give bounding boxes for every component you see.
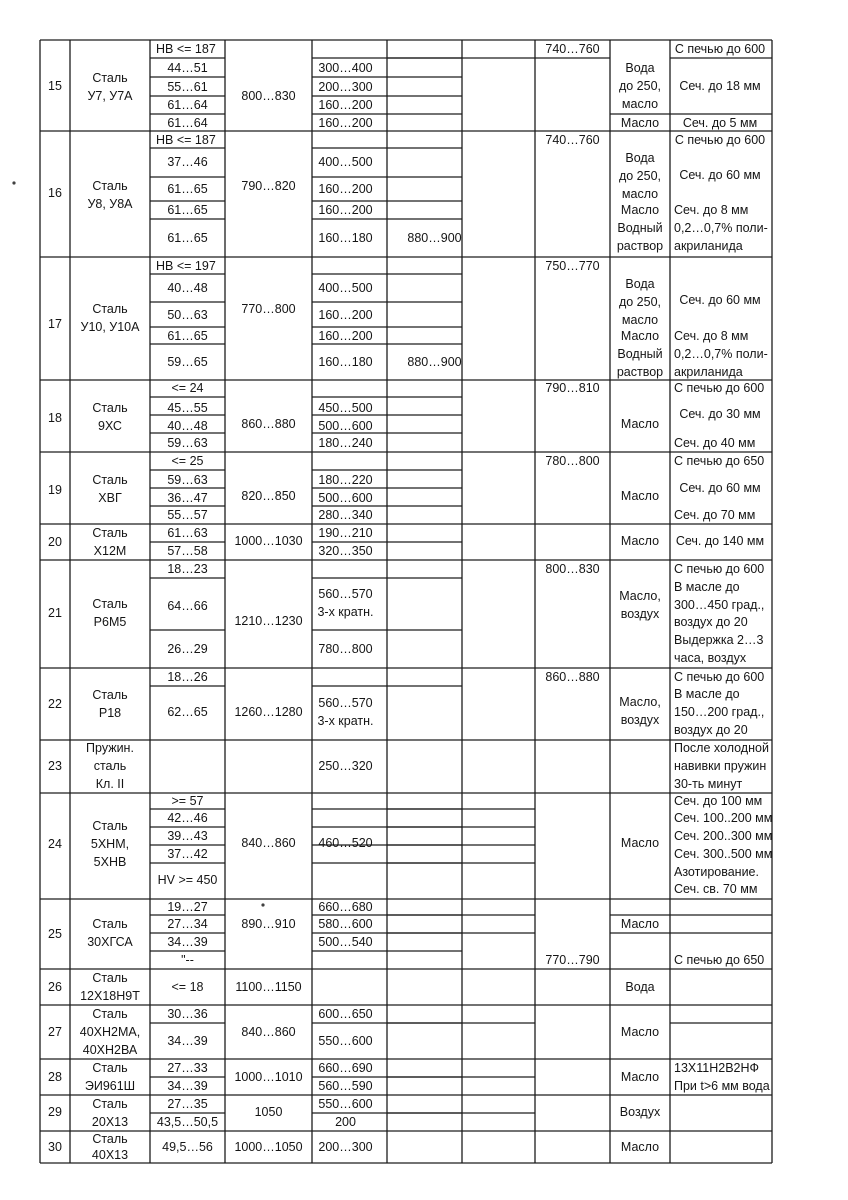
hardness-value: 61…65 [167, 329, 208, 343]
cooling-medium: Водный [617, 221, 663, 235]
cooling-medium: Масло [620, 417, 660, 431]
note-text: С печью до 600 [674, 381, 765, 395]
hardness-value: 62…65 [167, 705, 208, 719]
temp-value: 880…900 [407, 231, 462, 245]
temper-temp: 400…500 [318, 155, 373, 169]
material-name: Кл. II [95, 777, 125, 791]
note-text: В масле до [674, 580, 740, 594]
cooling-medium: воздух [620, 713, 660, 727]
hardness-value: 55…57 [167, 508, 208, 522]
hardness-value: 37…46 [167, 155, 208, 169]
hardness-value: <= 18 [171, 980, 204, 994]
quench-temp: 1050 [254, 1105, 283, 1119]
temper-temp: 200…300 [318, 1140, 373, 1154]
row-number: 16 [48, 186, 62, 200]
note-text: С печью до 600 [674, 133, 766, 147]
quench-temp: 840…860 [241, 836, 296, 850]
row-number: 29 [48, 1105, 62, 1119]
material-name: Сталь [92, 971, 128, 985]
hardness-value: <= 25 [171, 454, 204, 468]
hardness-value: "-- [181, 953, 194, 967]
note-text: навивки пружин [674, 759, 767, 773]
note-text: Сеч. 300..500 мм [674, 847, 773, 861]
material-name: 5ХНМ, [90, 837, 130, 851]
note-text: часа, воздух [674, 651, 747, 665]
row-number: 21 [48, 606, 62, 620]
temper-temp: 660…690 [318, 1061, 373, 1075]
hardness-value: 45…55 [167, 401, 208, 415]
temper-temp: 200 [335, 1115, 356, 1129]
row-number: 28 [48, 1070, 62, 1084]
hardness-value: 30…36 [167, 1007, 208, 1021]
hardness-value: HB <= 197 [156, 259, 216, 273]
hardness-value: 59…65 [167, 355, 208, 369]
hardness-value: 61…65 [167, 182, 208, 196]
cooling-medium: Водный [617, 347, 663, 361]
hardness-value: 27…33 [167, 1061, 208, 1075]
material-name: Сталь [92, 473, 128, 487]
hardness-value: 42…46 [167, 811, 208, 825]
hardness-value: <= 24 [171, 381, 204, 395]
row-number: 22 [48, 697, 62, 711]
note-text: Сеч. св. 70 мм [674, 882, 758, 896]
material-name: Р18 [98, 706, 122, 720]
material-name: 30ХГСА [87, 935, 133, 949]
hardness-value: 55…61 [167, 80, 208, 94]
note-text: Сеч. до 5 мм [682, 116, 758, 130]
temper-temp: 550…600 [318, 1097, 373, 1111]
cooling-medium: масло [621, 97, 659, 111]
note-text: После холодной [674, 741, 769, 755]
anneal-temp: 740…760 [545, 42, 600, 56]
hardness-value: 43,5…50,5 [156, 1115, 219, 1129]
anneal-temp: 800…830 [545, 562, 600, 576]
temper-temp: 160…200 [318, 98, 373, 112]
anneal-temp: 740…760 [545, 133, 600, 147]
temper-temp: 780…800 [318, 642, 373, 656]
cooling-medium: Масло [620, 1140, 660, 1154]
cooling-medium: до 250, [618, 169, 662, 183]
hardness-value: 49,5…56 [162, 1140, 213, 1154]
note-text: С печью до 650 [674, 953, 765, 967]
note-text: воздух до 20 [674, 723, 748, 737]
temper-temp: 450…500 [318, 401, 373, 415]
temper-temp: 560…570 [318, 696, 373, 710]
cooling-medium: воздух [620, 607, 660, 621]
temper-temp: 160…200 [318, 203, 373, 217]
temper-temp: 160…200 [318, 329, 373, 343]
material-name: Сталь [92, 302, 128, 316]
temper-temp: 200…300 [318, 80, 373, 94]
hardness-value: 27…34 [167, 917, 208, 931]
material-name: ХВГ [98, 491, 122, 505]
row-number: 25 [48, 927, 62, 941]
row-number: 24 [48, 837, 62, 851]
note-text: Сеч. 200..300 мм [674, 829, 773, 843]
hardness-value: 59…63 [167, 436, 208, 450]
material-name: Сталь [92, 179, 128, 193]
material-name: Сталь [92, 401, 128, 415]
temper-temp: 560…570 [318, 587, 373, 601]
quench-temp: 1000…1010 [234, 1070, 303, 1084]
temper-temp: 160…180 [318, 355, 373, 369]
anneal-temp: 770…790 [545, 953, 600, 967]
note-text: При t>6 мм вода [674, 1079, 770, 1093]
cooling-medium: масло [621, 313, 659, 327]
anneal-temp: 790…810 [545, 381, 600, 395]
material-name: 5ХНВ [93, 855, 127, 869]
temper-temp: 160…200 [318, 308, 373, 322]
note-text: С печью до 600 [674, 562, 765, 576]
hardness-value: 27…35 [167, 1097, 208, 1111]
note-text: Сеч. до 40 мм [674, 436, 756, 450]
material-name: 20Х13 [91, 1115, 129, 1129]
material-name: Сталь [92, 688, 128, 702]
cooling-medium: Масло [620, 1025, 660, 1039]
row-number: 19 [48, 483, 62, 497]
quench-temp: 790…820 [241, 179, 296, 193]
temper-temp: 580…600 [318, 917, 373, 931]
hardness-value: 61…65 [167, 203, 208, 217]
hardness-value: 37…42 [167, 847, 208, 861]
hardness-value: 61…64 [167, 116, 208, 130]
hardness-value: 61…64 [167, 98, 208, 112]
material-name: Пружин. [86, 741, 134, 755]
temper-temp: 180…240 [318, 436, 373, 450]
temper-temp: 500…600 [318, 491, 373, 505]
hardness-value: 40…48 [167, 419, 208, 433]
cooling-medium: Вода [625, 61, 655, 75]
cooling-medium: раствор [616, 239, 664, 253]
hardness-value: 44…51 [167, 61, 208, 75]
cooling-medium: масло [621, 187, 659, 201]
note-text: Сеч. до 60 мм [679, 293, 761, 307]
hardness-value: 19…27 [167, 900, 208, 914]
note-text: Сеч. 100..200 мм [674, 811, 773, 825]
anneal-temp: 780…800 [545, 454, 600, 468]
scan-speck [261, 903, 264, 906]
hardness-value: 18…26 [167, 670, 208, 684]
material-name: 40ХН2ВА [82, 1043, 138, 1057]
note-text: акриланида [674, 365, 743, 379]
row-number: 26 [48, 980, 62, 994]
row-number: 20 [48, 535, 62, 549]
row-number: 30 [48, 1140, 62, 1154]
note-text: Сеч. до 60 мм [679, 481, 761, 495]
row-number: 17 [48, 317, 62, 331]
temper-temp: 180…220 [318, 473, 373, 487]
note-text: Сеч. до 70 мм [674, 508, 756, 522]
note-text: Выдержка 2…3 [674, 633, 764, 647]
cooling-medium: Масло [620, 329, 660, 343]
hardness-value: 34…39 [167, 1034, 208, 1048]
hardness-value: HB <= 187 [156, 42, 216, 56]
material-name: 40Х13 [91, 1148, 129, 1162]
hardness-value: 34…39 [167, 935, 208, 949]
temper-temp: 300…400 [318, 61, 373, 75]
note-text: 0,2…0,7% поли- [674, 221, 768, 235]
cooling-medium: до 250, [618, 79, 662, 93]
hardness-value: 59…63 [167, 473, 208, 487]
cooling-medium: Вода [625, 980, 655, 994]
material-name: Сталь [92, 1132, 128, 1146]
cooling-medium: Масло, [619, 695, 661, 709]
material-name: Сталь [92, 819, 128, 833]
note-text: С печью до 650 [674, 454, 765, 468]
quench-temp: 1000…1030 [234, 534, 303, 548]
temper-temp: 250…320 [318, 759, 373, 773]
quench-temp: 1210…1230 [234, 614, 303, 628]
temper-temp: 280…340 [318, 508, 373, 522]
anneal-temp: 860…880 [545, 670, 600, 684]
cooling-medium: Масло, [619, 589, 661, 603]
cooling-medium: Вода [625, 277, 655, 291]
cooling-medium: Масло [620, 489, 660, 503]
quench-temp: 770…800 [241, 302, 296, 316]
hardness-value: HV >= 450 [157, 873, 218, 887]
note-text: 13Х11Н2В2НФ [674, 1061, 760, 1075]
quench-temp: 1000…1050 [234, 1140, 303, 1154]
temper-temp: 3-х кратн. [317, 605, 374, 619]
material-name: Х12М [93, 544, 127, 558]
material-name: Сталь [92, 597, 128, 611]
temper-temp: 3-х кратн. [317, 714, 374, 728]
temper-temp: 160…200 [318, 182, 373, 196]
note-text: С печью до 600 [674, 42, 766, 56]
temper-temp: 460…520 [318, 836, 373, 850]
note-text: воздух до 20 [674, 615, 748, 629]
note-text: 0,2…0,7% поли- [674, 347, 768, 361]
cooling-medium: Масло [620, 203, 660, 217]
material-name: 9ХС [98, 419, 122, 433]
hardness-value: 57…58 [167, 544, 208, 558]
temper-temp: 500…540 [318, 935, 373, 949]
anneal-temp: 750…770 [545, 259, 600, 273]
temper-temp: 320…350 [318, 544, 373, 558]
hardness-value: >= 57 [171, 794, 204, 808]
material-name: 40ХН2МА, [79, 1025, 141, 1039]
note-text: 150…200 град., [674, 705, 765, 719]
material-name: 12Х18Н9Т [80, 989, 140, 1003]
material-name: Сталь [92, 71, 128, 85]
hardness-value: 64…66 [167, 599, 208, 613]
temper-temp: 400…500 [318, 281, 373, 295]
cooling-medium: Масло [620, 836, 660, 850]
hardness-value: 26…29 [167, 642, 208, 656]
quench-temp: 860…880 [241, 417, 296, 431]
note-text: Сеч. до 18 мм [679, 79, 761, 93]
cooling-medium: до 250, [618, 295, 662, 309]
quench-temp: 1100…1150 [235, 980, 302, 994]
note-text: 30-ть минут [674, 777, 743, 791]
cooling-medium: Масло [620, 534, 660, 548]
material-name: ЭИ961Ш [84, 1079, 136, 1093]
note-text: Сеч. до 30 мм [679, 407, 761, 421]
material-name: Сталь [92, 1097, 128, 1111]
temper-temp: 190…210 [318, 526, 373, 540]
hardness-value: 36…47 [167, 491, 208, 505]
hardness-value: 61…63 [167, 526, 208, 540]
material-name: Сталь [92, 1061, 128, 1075]
quench-temp: 800…830 [241, 89, 296, 103]
hardness-value: 61…65 [167, 231, 208, 245]
note-text: Сеч. до 8 мм [674, 203, 749, 217]
material-name: сталь [93, 759, 127, 773]
material-name: У7, У7А [87, 89, 133, 103]
note-text: С печью до 600 [674, 670, 765, 684]
material-name: Р6М5 [93, 615, 127, 629]
cooling-medium: Масло [620, 917, 660, 931]
temper-temp: 600…650 [318, 1007, 373, 1021]
quench-temp: 820…850 [241, 489, 296, 503]
note-text: 300…450 град., [674, 598, 765, 612]
material-name: Сталь [92, 1007, 128, 1021]
row-number: 23 [48, 759, 62, 773]
material-name: Сталь [92, 917, 128, 931]
quench-temp: 840…860 [241, 1025, 296, 1039]
material-name: У8, У8А [87, 197, 133, 211]
temper-temp: 500…600 [318, 419, 373, 433]
note-text: Азотирование. [674, 865, 759, 879]
hardness-value: 34…39 [167, 1079, 208, 1093]
note-text: акриланида [674, 239, 743, 253]
cooling-medium: раствор [616, 365, 664, 379]
cooling-medium: Масло [620, 1070, 660, 1084]
note-text: Сеч. до 8 мм [674, 329, 749, 343]
material-name: У10, У10А [80, 320, 140, 334]
quench-temp: 890…910 [241, 917, 296, 931]
note-text: Сеч. до 60 мм [679, 168, 761, 182]
row-number: 18 [48, 411, 62, 425]
temper-temp: 550…600 [318, 1034, 373, 1048]
hardness-value: HB <= 187 [156, 133, 216, 147]
temper-temp: 560…590 [318, 1079, 373, 1093]
cooling-medium: Воздух [619, 1105, 661, 1119]
temper-temp: 160…200 [318, 116, 373, 130]
scan-speck [12, 181, 15, 184]
hardness-value: 39…43 [167, 829, 208, 843]
hardness-value: 18…23 [167, 562, 208, 576]
note-text: Сеч. до 140 мм [675, 534, 765, 548]
note-text: В масле до [674, 687, 740, 701]
quench-temp: 1260…1280 [234, 705, 303, 719]
material-name: Сталь [92, 526, 128, 540]
hardness-value: 40…48 [167, 281, 208, 295]
temp-value: 880…900 [407, 355, 462, 369]
temper-temp: 160…180 [318, 231, 373, 245]
cooling-medium: Вода [625, 151, 655, 165]
temper-temp: 660…680 [318, 900, 373, 914]
row-number: 27 [48, 1025, 62, 1039]
row-number: 15 [48, 79, 62, 93]
hardness-value: 50…63 [167, 308, 208, 322]
note-text: Сеч. до 100 мм [674, 794, 763, 808]
cooling-medium: Масло [620, 116, 660, 130]
